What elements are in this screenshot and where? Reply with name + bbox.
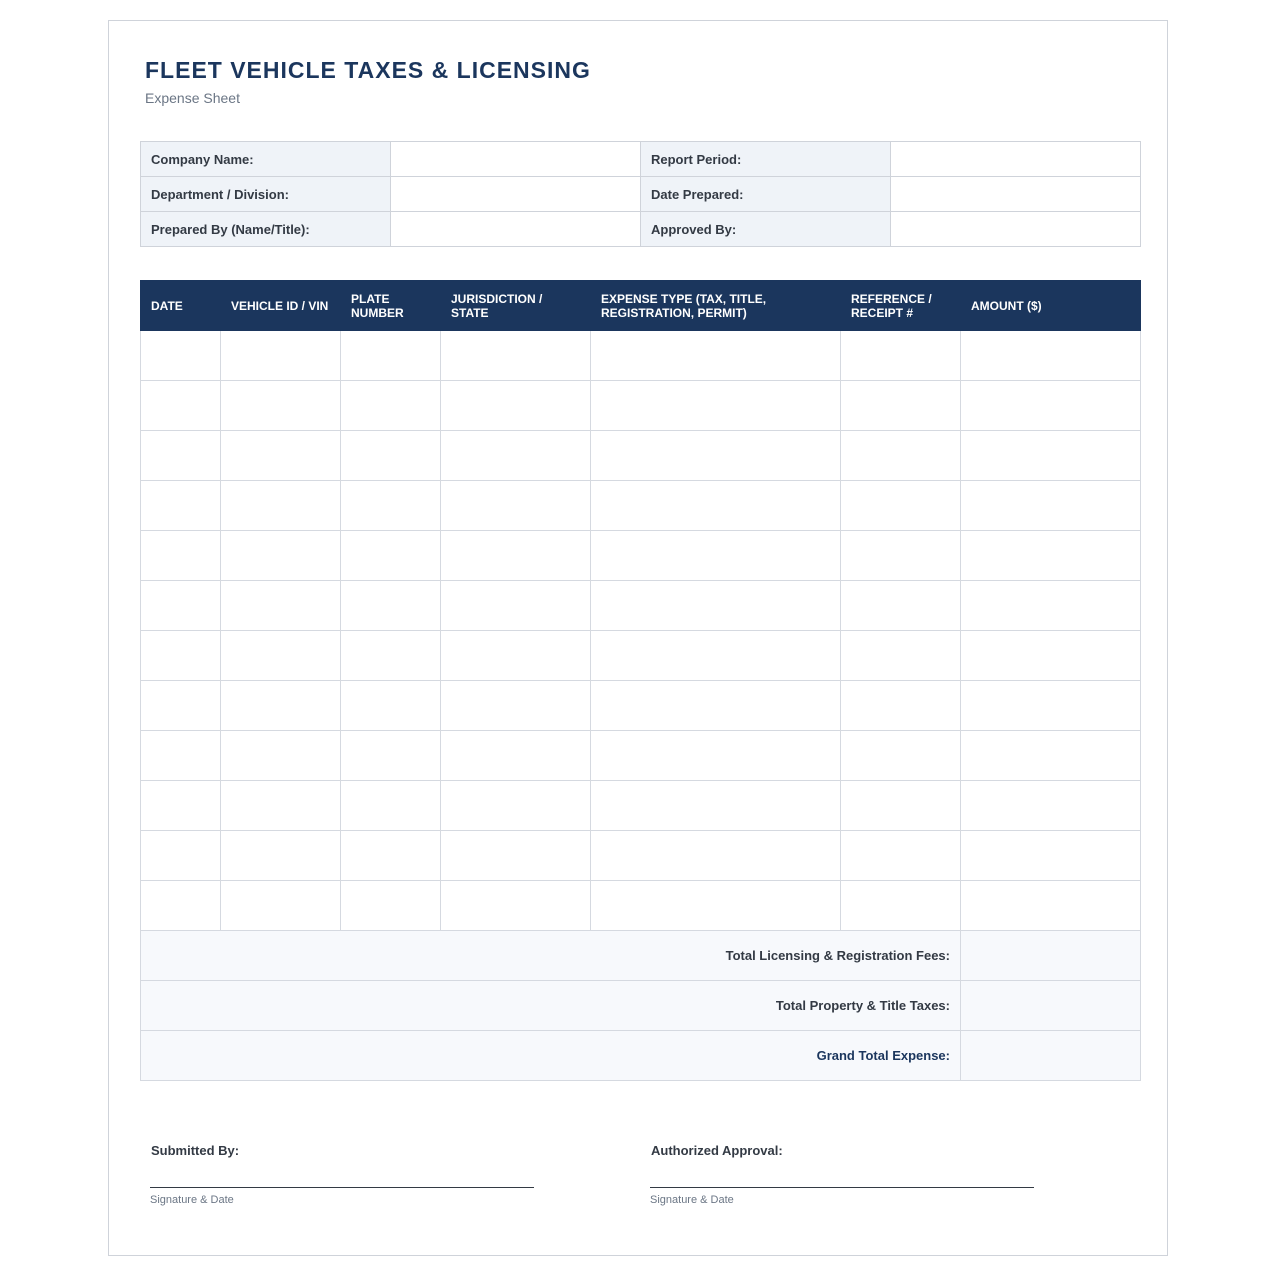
table-cell[interactable] [221,831,341,881]
table-cell[interactable] [341,731,441,781]
column-header-line: JURISDICTION / [451,291,543,306]
table-cell[interactable] [961,581,1141,631]
authorized-approval-label: Authorized Approval: [651,1143,783,1158]
page-subtitle: Expense Sheet [145,90,240,106]
table-row [141,481,1141,531]
table-cell[interactable] [591,481,841,531]
table-cell[interactable] [141,431,221,481]
table-cell[interactable] [221,631,341,681]
approval-signature-line[interactable] [650,1187,1034,1188]
total-value-field[interactable] [961,1031,1141,1081]
table-cell[interactable] [591,631,841,681]
table-cell[interactable] [961,731,1141,781]
table-cell[interactable] [341,781,441,831]
table-cell[interactable] [841,831,961,881]
table-cell[interactable] [141,331,221,381]
table-cell[interactable] [841,481,961,531]
submitted-signature-line[interactable] [150,1187,534,1188]
table-cell[interactable] [841,731,961,781]
table-cell[interactable] [441,831,591,881]
info-value-field[interactable] [891,212,1141,247]
table-cell[interactable] [341,381,441,431]
table-cell[interactable] [841,631,961,681]
table-cell[interactable] [441,381,591,431]
table-cell[interactable] [441,731,591,781]
total-value-field[interactable] [961,981,1141,1031]
approval-signature-caption: Signature & Date [650,1194,734,1206]
table-row [141,631,1141,681]
column-header [221,281,341,331]
info-row [141,212,1141,247]
table-cell[interactable] [141,581,221,631]
column-header-line: PLATE [351,291,390,306]
column-header-line: REFERENCE / [851,291,932,306]
total-row [141,1031,1141,1081]
table-cell[interactable] [591,881,841,931]
info-row [141,177,1141,212]
table-cell[interactable] [221,331,341,381]
table-cell[interactable] [221,781,341,831]
table-cell[interactable] [141,881,221,931]
table-cell[interactable] [841,331,961,381]
info-label: Report Period: [641,142,891,177]
total-value-field[interactable] [961,931,1141,981]
table-cell[interactable] [591,831,841,881]
table-row [141,831,1141,881]
table-cell[interactable] [141,831,221,881]
table-cell[interactable] [141,781,221,831]
table-cell[interactable] [221,731,341,781]
table-cell[interactable] [141,731,221,781]
total-row [141,931,1141,981]
column-header-line: AMOUNT ($) [971,298,1042,313]
table-cell[interactable] [441,631,591,681]
table-row [141,531,1141,581]
table-cell[interactable] [341,631,441,681]
table-row [141,581,1141,631]
column-header-line: REGISTRATION, PERMIT) [601,305,747,320]
table-cell[interactable] [961,381,1141,431]
column-header [341,281,441,331]
column-header-line: RECEIPT # [851,305,914,320]
table-cell[interactable] [441,781,591,831]
total-label: Total Licensing & Registration Fees: [141,931,961,981]
table-row [141,331,1141,381]
info-label: Department / Division: [141,177,391,212]
info-table [140,141,1141,247]
table-cell[interactable] [961,481,1141,531]
table-cell[interactable] [341,481,441,531]
table-cell[interactable] [441,331,591,381]
table-row [141,431,1141,481]
table-cell[interactable] [591,581,841,631]
table-row [141,881,1141,931]
column-header [591,281,841,331]
table-cell[interactable] [441,531,591,581]
table-cell[interactable] [841,781,961,831]
expense-table [140,280,1141,1081]
info-label: Company Name: [141,142,391,177]
table-header-row [141,281,1141,331]
table-cell[interactable] [841,381,961,431]
table-cell[interactable] [341,531,441,581]
table-cell[interactable] [141,381,221,431]
table-cell[interactable] [221,381,341,431]
table-cell[interactable] [961,631,1141,681]
table-cell[interactable] [961,431,1141,481]
table-cell[interactable] [961,781,1141,831]
total-row [141,981,1141,1031]
table-cell[interactable] [591,381,841,431]
table-cell[interactable] [141,531,221,581]
table-cell[interactable] [221,531,341,581]
info-value-field[interactable] [891,142,1141,177]
submitted-by-block [150,1143,535,1206]
submitted-by-label: Submitted By: [151,1143,240,1158]
table-cell[interactable] [841,681,961,731]
table-row [141,731,1141,781]
table-cell[interactable] [841,531,961,581]
table-cell[interactable] [591,681,841,731]
table-cell[interactable] [141,481,221,531]
table-cell[interactable] [441,581,591,631]
info-value-field[interactable] [391,177,641,212]
total-label: Grand Total Expense: [141,1031,961,1081]
table-cell[interactable] [141,681,221,731]
column-header [141,281,221,331]
expense-sheet [108,20,1168,1256]
table-cell[interactable] [591,781,841,831]
table-cell[interactable] [441,881,591,931]
table-cell[interactable] [591,431,841,481]
table-row [141,381,1141,431]
info-value-field[interactable] [891,177,1141,212]
column-header [961,281,1141,331]
table-cell[interactable] [591,331,841,381]
info-label: Approved By: [641,212,891,247]
table-cell[interactable] [341,881,441,931]
table-cell[interactable] [341,831,441,881]
table-cell[interactable] [221,881,341,931]
info-row [141,142,1141,177]
table-cell[interactable] [341,331,441,381]
table-cell[interactable] [221,431,341,481]
table-cell[interactable] [961,681,1141,731]
column-header-line: STATE [451,305,489,320]
column-header [441,281,591,331]
authorized-approval-block [650,1143,1035,1206]
table-cell[interactable] [341,681,441,731]
total-label: Total Property & Title Taxes: [141,981,961,1031]
table-cell[interactable] [221,581,341,631]
info-value-field[interactable] [391,212,641,247]
info-value-field[interactable] [391,142,641,177]
table-cell[interactable] [841,431,961,481]
table-row [141,681,1141,731]
column-header-line: NUMBER [351,305,404,320]
table-cell[interactable] [961,531,1141,581]
table-cell[interactable] [841,581,961,631]
table-cell[interactable] [441,481,591,531]
table-cell[interactable] [441,431,591,481]
table-row [141,781,1141,831]
page-title: FLEET VEHICLE TAXES & LICENSING [145,57,591,83]
column-header-line: VEHICLE ID / VIN [231,298,329,313]
table-cell[interactable] [591,531,841,581]
table-cell[interactable] [841,881,961,931]
table-cell[interactable] [591,731,841,781]
table-cell[interactable] [961,331,1141,381]
table-cell[interactable] [221,681,341,731]
column-header-line: EXPENSE TYPE (TAX, TITLE, [601,291,767,306]
column-header [841,281,961,331]
info-label: Prepared By (Name/Title): [141,212,391,247]
table-cell[interactable] [341,581,441,631]
table-cell[interactable] [961,831,1141,881]
info-label: Date Prepared: [641,177,891,212]
table-cell[interactable] [341,431,441,481]
column-header-line: DATE [151,298,183,313]
submitted-signature-caption: Signature & Date [150,1194,234,1206]
table-cell[interactable] [141,631,221,681]
table-cell[interactable] [221,481,341,531]
table-cell[interactable] [961,881,1141,931]
table-cell[interactable] [441,681,591,731]
